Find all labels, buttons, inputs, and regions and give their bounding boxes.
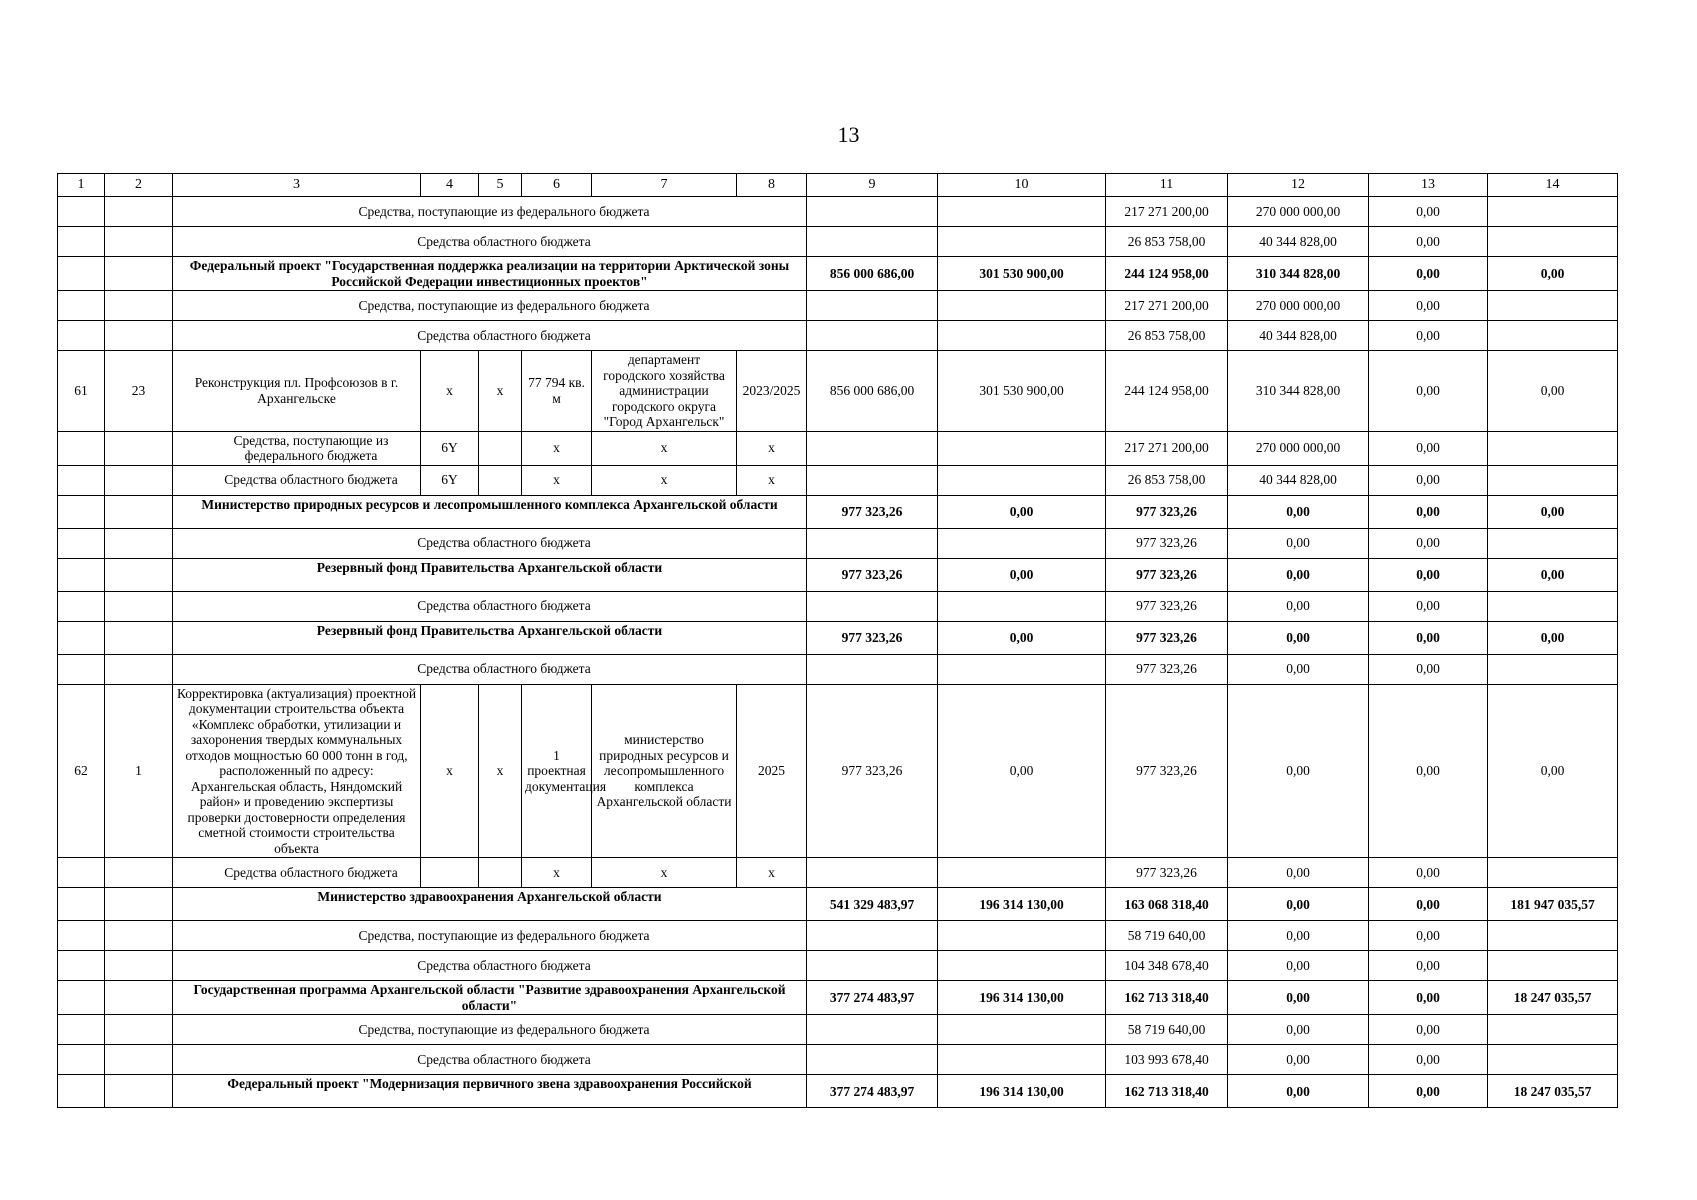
- table-cell: [105, 227, 173, 257]
- amount-cell: 18 247 035,57: [1488, 981, 1618, 1015]
- table-cell: х: [522, 465, 592, 495]
- table-cell: [58, 1015, 105, 1045]
- table-cell: х: [592, 465, 737, 495]
- item-number: 23: [105, 351, 173, 432]
- amount-cell: 104 348 678,40: [1106, 951, 1228, 981]
- header-row: [58, 174, 1618, 197]
- section-title: Министерство природных ресурсов и лесопромышленного комплекса Архангельской области: [173, 495, 807, 528]
- table-cell: [58, 858, 105, 888]
- table-cell: [807, 1045, 938, 1075]
- column-header: 13: [1369, 174, 1488, 197]
- table-cell: [1488, 858, 1618, 888]
- amount-cell: 977 323,26: [807, 495, 938, 528]
- page-number: 13: [837, 122, 860, 147]
- amount-cell: 0,00: [1369, 654, 1488, 684]
- table-cell: [938, 654, 1106, 684]
- amount-cell: 541 329 483,97: [807, 888, 938, 921]
- table-cell: [807, 921, 938, 951]
- funding-source-label: Средства областного бюджета: [173, 951, 807, 981]
- table-cell: [807, 1015, 938, 1045]
- table-cell: [479, 465, 522, 495]
- table-row: [58, 197, 1618, 227]
- table-cell: 77 794 кв. м: [522, 351, 592, 432]
- responsible-org: департамент городского хозяйства администрации городского округа "Город Архангельск": [592, 351, 737, 432]
- table-cell: [58, 591, 105, 621]
- table-cell: [938, 291, 1106, 321]
- section-title: Резервный фонд Правительства Архангельской области: [173, 558, 807, 591]
- amount-cell: 270 000 000,00: [1228, 431, 1369, 465]
- amount-cell: 0,00: [1228, 591, 1369, 621]
- funding-source-label: Средства областного бюджета: [173, 465, 421, 495]
- table-cell: [1488, 227, 1618, 257]
- funding-source-label: Средства областного бюджета: [173, 528, 807, 558]
- amount-cell: 0,00: [1228, 621, 1369, 654]
- row-number: 62: [58, 684, 105, 858]
- table-cell: [105, 654, 173, 684]
- amount-cell: 0,00: [1369, 1075, 1488, 1108]
- amount-cell: 103 993 678,40: [1106, 1045, 1228, 1075]
- funding-source-label: Средства, поступающие из федерального бюджета: [173, 921, 807, 951]
- table-cell: х: [592, 858, 737, 888]
- amount-cell: 26 853 758,00: [1106, 465, 1228, 495]
- amount-cell: 0,00: [1369, 528, 1488, 558]
- table-cell: [58, 921, 105, 951]
- table-cell: [938, 1015, 1106, 1045]
- amount-cell: 26 853 758,00: [1106, 227, 1228, 257]
- amount-cell: 0,00: [1369, 921, 1488, 951]
- amount-cell: 0,00: [1369, 291, 1488, 321]
- table-cell: х: [522, 858, 592, 888]
- funding-source-label: Средства областного бюджета: [173, 858, 421, 888]
- item-name: Реконструкция пл. Профсоюзов в г. Архангельске: [173, 351, 421, 432]
- table-cell: [938, 431, 1106, 465]
- table-cell: [807, 951, 938, 981]
- amount-cell: 0,00: [1488, 684, 1618, 858]
- amount-cell: 244 124 958,00: [1106, 257, 1228, 291]
- amount-cell: 0,00: [1369, 431, 1488, 465]
- amount-cell: 0,00: [1369, 321, 1488, 351]
- section-title: Федеральный проект "Модернизация первичного звена здравоохранения Российской: [173, 1075, 807, 1108]
- table-row: [58, 291, 1618, 321]
- table-cell: [105, 888, 173, 921]
- amount-cell: 217 271 200,00: [1106, 197, 1228, 227]
- table-cell: [58, 321, 105, 351]
- table-cell: 6Y: [421, 465, 479, 495]
- table-cell: [58, 951, 105, 981]
- table-row: [58, 321, 1618, 351]
- amount-cell: 856 000 686,00: [807, 257, 938, 291]
- item-number: 1: [105, 684, 173, 858]
- amount-cell: 0,00: [1228, 1015, 1369, 1045]
- amount-cell: 58 719 640,00: [1106, 1015, 1228, 1045]
- table-row: [58, 921, 1618, 951]
- table-cell: [807, 197, 938, 227]
- column-header: 10: [938, 174, 1106, 197]
- table-row: [58, 654, 1618, 684]
- amount-cell: 977 323,26: [1106, 858, 1228, 888]
- table-cell: [58, 1075, 105, 1108]
- table-cell: [58, 431, 105, 465]
- amount-cell: 0,00: [1369, 558, 1488, 591]
- column-header: 5: [479, 174, 522, 197]
- table-cell: [105, 257, 173, 291]
- table-cell: х: [479, 351, 522, 432]
- amount-cell: 0,00: [1369, 591, 1488, 621]
- table-cell: [58, 888, 105, 921]
- table-cell: 6Y: [421, 431, 479, 465]
- amount-cell: 0,00: [1369, 621, 1488, 654]
- amount-cell: 0,00: [1369, 495, 1488, 528]
- amount-cell: 0,00: [1228, 684, 1369, 858]
- table-row: [58, 858, 1618, 888]
- table-row: [58, 351, 1618, 432]
- column-header: 11: [1106, 174, 1228, 197]
- funding-source-label: Средства, поступающие из федерального бюджета: [173, 197, 807, 227]
- table-cell: [938, 197, 1106, 227]
- amount-cell: 377 274 483,97: [807, 1075, 938, 1108]
- table-cell: [807, 528, 938, 558]
- table-cell: [938, 227, 1106, 257]
- amount-cell: 26 853 758,00: [1106, 321, 1228, 351]
- amount-cell: 977 323,26: [807, 621, 938, 654]
- amount-cell: 0,00: [1228, 981, 1369, 1015]
- table-cell: [421, 858, 479, 888]
- amount-cell: 40 344 828,00: [1228, 227, 1369, 257]
- column-header: 2: [105, 174, 173, 197]
- amount-cell: 977 323,26: [1106, 591, 1228, 621]
- table-cell: [58, 654, 105, 684]
- funding-source-label: Средства, поступающие из федерального бюджета: [173, 1015, 807, 1045]
- amount-cell: 856 000 686,00: [807, 351, 938, 432]
- amount-cell: 196 314 130,00: [938, 981, 1106, 1015]
- amount-cell: 977 323,26: [1106, 558, 1228, 591]
- amount-cell: 977 323,26: [1106, 528, 1228, 558]
- table-cell: [807, 591, 938, 621]
- amount-cell: 162 713 318,40: [1106, 981, 1228, 1015]
- table-cell: х: [421, 684, 479, 858]
- table-cell: [105, 951, 173, 981]
- table-cell: [938, 321, 1106, 351]
- amount-cell: 18 247 035,57: [1488, 1075, 1618, 1108]
- amount-cell: 0,00: [1228, 654, 1369, 684]
- table-row: [58, 1045, 1618, 1075]
- table-cell: [105, 621, 173, 654]
- amount-cell: 0,00: [1369, 351, 1488, 432]
- amount-cell: 244 124 958,00: [1106, 351, 1228, 432]
- amount-cell: 0,00: [1488, 495, 1618, 528]
- column-header: 6: [522, 174, 592, 197]
- amount-cell: 181 947 035,57: [1488, 888, 1618, 921]
- table-cell: [479, 431, 522, 465]
- table-cell: [105, 921, 173, 951]
- table-row: [58, 1075, 1618, 1108]
- column-header: 7: [592, 174, 737, 197]
- table-cell: [105, 858, 173, 888]
- table-cell: [1488, 591, 1618, 621]
- amount-cell: 310 344 828,00: [1228, 257, 1369, 291]
- table-cell: [105, 1075, 173, 1108]
- amount-cell: 0,00: [1369, 465, 1488, 495]
- amount-cell: 0,00: [938, 621, 1106, 654]
- table-cell: [105, 431, 173, 465]
- funding-source-label: Средства областного бюджета: [173, 227, 807, 257]
- amount-cell: 40 344 828,00: [1228, 321, 1369, 351]
- table-cell: [105, 291, 173, 321]
- table-cell: [807, 227, 938, 257]
- table-row: [58, 888, 1618, 921]
- table-cell: [938, 465, 1106, 495]
- table-cell: [105, 1015, 173, 1045]
- table-cell: х: [737, 431, 807, 465]
- table-cell: [938, 951, 1106, 981]
- section-title: Государственная программа Архангельской области "Развитие здравоохранения Архангельской области": [173, 981, 807, 1015]
- table-cell: [58, 1045, 105, 1075]
- amount-cell: 0,00: [1228, 558, 1369, 591]
- amount-cell: 0,00: [1228, 858, 1369, 888]
- table-cell: [938, 591, 1106, 621]
- item-name: Корректировка (актуализация) проектной документации строительства объекта «Комплекс обработки, утилизации и захоронения твердых коммунальных отходов мощностью 60 000 тонн в год, расположенный по адресу: Архангельская область, Няндомский район» и проведению экспертизы проверки достоверности определения сметной стоимости строительства объекта: [173, 684, 421, 858]
- table-cell: [807, 858, 938, 888]
- table-cell: [58, 495, 105, 528]
- amount-cell: 217 271 200,00: [1106, 291, 1228, 321]
- table-cell: [58, 257, 105, 291]
- table-cell: [58, 197, 105, 227]
- amount-cell: 301 530 900,00: [938, 351, 1106, 432]
- table-cell: х: [737, 465, 807, 495]
- table-cell: [58, 621, 105, 654]
- table-cell: х: [421, 351, 479, 432]
- table-cell: х: [522, 431, 592, 465]
- table-cell: [807, 321, 938, 351]
- table-row: [58, 528, 1618, 558]
- amount-cell: 163 068 318,40: [1106, 888, 1228, 921]
- table-cell: х: [479, 684, 522, 858]
- column-header: 4: [421, 174, 479, 197]
- amount-cell: 0,00: [1488, 558, 1618, 591]
- amount-cell: 0,00: [1369, 227, 1488, 257]
- amount-cell: 0,00: [1228, 1045, 1369, 1075]
- funding-source-label: Средства, поступающие из федерального бюджета: [173, 291, 807, 321]
- amount-cell: 0,00: [1228, 951, 1369, 981]
- amount-cell: 977 323,26: [1106, 654, 1228, 684]
- amount-cell: 0,00: [1228, 495, 1369, 528]
- section-title: Резервный фонд Правительства Архангельской области: [173, 621, 807, 654]
- amount-cell: 196 314 130,00: [938, 1075, 1106, 1108]
- period: 2025: [737, 684, 807, 858]
- table-cell: [105, 528, 173, 558]
- section-title: Министерство здравоохранения Архангельской области: [173, 888, 807, 921]
- table-cell: [807, 291, 938, 321]
- table-row: [58, 257, 1618, 291]
- table-cell: [938, 858, 1106, 888]
- table-row: [58, 1015, 1618, 1045]
- table-row: [58, 558, 1618, 591]
- table-row: [58, 495, 1618, 528]
- table-cell: [58, 981, 105, 1015]
- table-cell: [1488, 951, 1618, 981]
- amount-cell: 270 000 000,00: [1228, 291, 1369, 321]
- table-cell: [105, 495, 173, 528]
- amount-cell: 0,00: [1369, 858, 1488, 888]
- amount-cell: 977 323,26: [1106, 621, 1228, 654]
- table-row: [58, 981, 1618, 1015]
- table-cell: [105, 1045, 173, 1075]
- amount-cell: 196 314 130,00: [938, 888, 1106, 921]
- table-row: [58, 591, 1618, 621]
- table-cell: [1488, 1015, 1618, 1045]
- table-cell: [938, 528, 1106, 558]
- amount-cell: 977 323,26: [807, 558, 938, 591]
- amount-cell: 217 271 200,00: [1106, 431, 1228, 465]
- amount-cell: 0,00: [1488, 621, 1618, 654]
- table-cell: [58, 465, 105, 495]
- amount-cell: 977 323,26: [1106, 495, 1228, 528]
- table-cell: 1 проектная документация: [522, 684, 592, 858]
- table-cell: [1488, 291, 1618, 321]
- table-cell: [807, 654, 938, 684]
- table-row: [58, 621, 1618, 654]
- amount-cell: 301 530 900,00: [938, 257, 1106, 291]
- responsible-org: министерство природных ресурсов и лесопромышленного комплекса Архангельской области: [592, 684, 737, 858]
- table-row: [58, 684, 1618, 858]
- amount-cell: 0,00: [1228, 921, 1369, 951]
- amount-cell: 977 323,26: [807, 684, 938, 858]
- amount-cell: 310 344 828,00: [1228, 351, 1369, 432]
- table-cell: [58, 291, 105, 321]
- table-cell: х: [592, 431, 737, 465]
- table-cell: [938, 1045, 1106, 1075]
- amount-cell: 0,00: [1228, 528, 1369, 558]
- amount-cell: 0,00: [1488, 257, 1618, 291]
- amount-cell: 40 344 828,00: [1228, 465, 1369, 495]
- column-header: 3: [173, 174, 421, 197]
- table-cell: х: [737, 858, 807, 888]
- amount-cell: 0,00: [1369, 197, 1488, 227]
- table-cell: [1488, 528, 1618, 558]
- amount-cell: 0,00: [1369, 1015, 1488, 1045]
- amount-cell: 0,00: [1369, 684, 1488, 858]
- amount-cell: 0,00: [1488, 351, 1618, 432]
- table-cell: [1488, 197, 1618, 227]
- amount-cell: 0,00: [1369, 888, 1488, 921]
- funding-source-label: Средства, поступающие из федерального бюджета: [173, 431, 421, 465]
- table-cell: [58, 558, 105, 591]
- table-cell: [1488, 321, 1618, 351]
- period: 2023/2025: [737, 351, 807, 432]
- table-cell: [1488, 431, 1618, 465]
- amount-cell: 0,00: [938, 558, 1106, 591]
- column-header: 1: [58, 174, 105, 197]
- amount-cell: 0,00: [938, 495, 1106, 528]
- table-cell: [1488, 1045, 1618, 1075]
- column-header: 9: [807, 174, 938, 197]
- amount-cell: 0,00: [1228, 1075, 1369, 1108]
- column-header: 14: [1488, 174, 1618, 197]
- table-cell: [807, 431, 938, 465]
- funding-source-label: Средства областного бюджета: [173, 1045, 807, 1075]
- table-cell: [58, 528, 105, 558]
- amount-cell: 977 323,26: [1106, 684, 1228, 858]
- amount-cell: 377 274 483,97: [807, 981, 938, 1015]
- table-cell: [105, 558, 173, 591]
- funding-source-label: Средства областного бюджета: [173, 321, 807, 351]
- table-cell: [479, 858, 522, 888]
- amount-cell: 0,00: [1369, 1045, 1488, 1075]
- table-cell: [105, 321, 173, 351]
- funding-source-label: Средства областного бюджета: [173, 591, 807, 621]
- table-cell: [105, 197, 173, 227]
- amount-cell: 0,00: [1228, 888, 1369, 921]
- amount-cell: 0,00: [1369, 257, 1488, 291]
- table-cell: [105, 981, 173, 1015]
- amount-cell: 270 000 000,00: [1228, 197, 1369, 227]
- table-cell: [1488, 654, 1618, 684]
- table-row: [58, 951, 1618, 981]
- funding-source-label: Средства областного бюджета: [173, 654, 807, 684]
- table-row: [58, 227, 1618, 257]
- table-cell: [58, 227, 105, 257]
- amount-cell: 0,00: [938, 684, 1106, 858]
- table-row: [58, 431, 1618, 465]
- amount-cell: 0,00: [1369, 981, 1488, 1015]
- section-title: Федеральный проект "Государственная поддержка реализации на территории Арктической зоны Российской Федерации инвестиционных проектов": [173, 257, 807, 291]
- table-cell: [807, 465, 938, 495]
- amount-cell: 0,00: [1369, 951, 1488, 981]
- column-header: 12: [1228, 174, 1369, 197]
- table-cell: [1488, 921, 1618, 951]
- table-cell: [938, 921, 1106, 951]
- table-cell: [1488, 465, 1618, 495]
- table-cell: [105, 465, 173, 495]
- amount-cell: 58 719 640,00: [1106, 921, 1228, 951]
- amount-cell: 162 713 318,40: [1106, 1075, 1228, 1108]
- row-number: 61: [58, 351, 105, 432]
- column-header: 8: [737, 174, 807, 197]
- table-cell: [105, 591, 173, 621]
- table-row: [58, 465, 1618, 495]
- budget-table: [57, 173, 1618, 1108]
